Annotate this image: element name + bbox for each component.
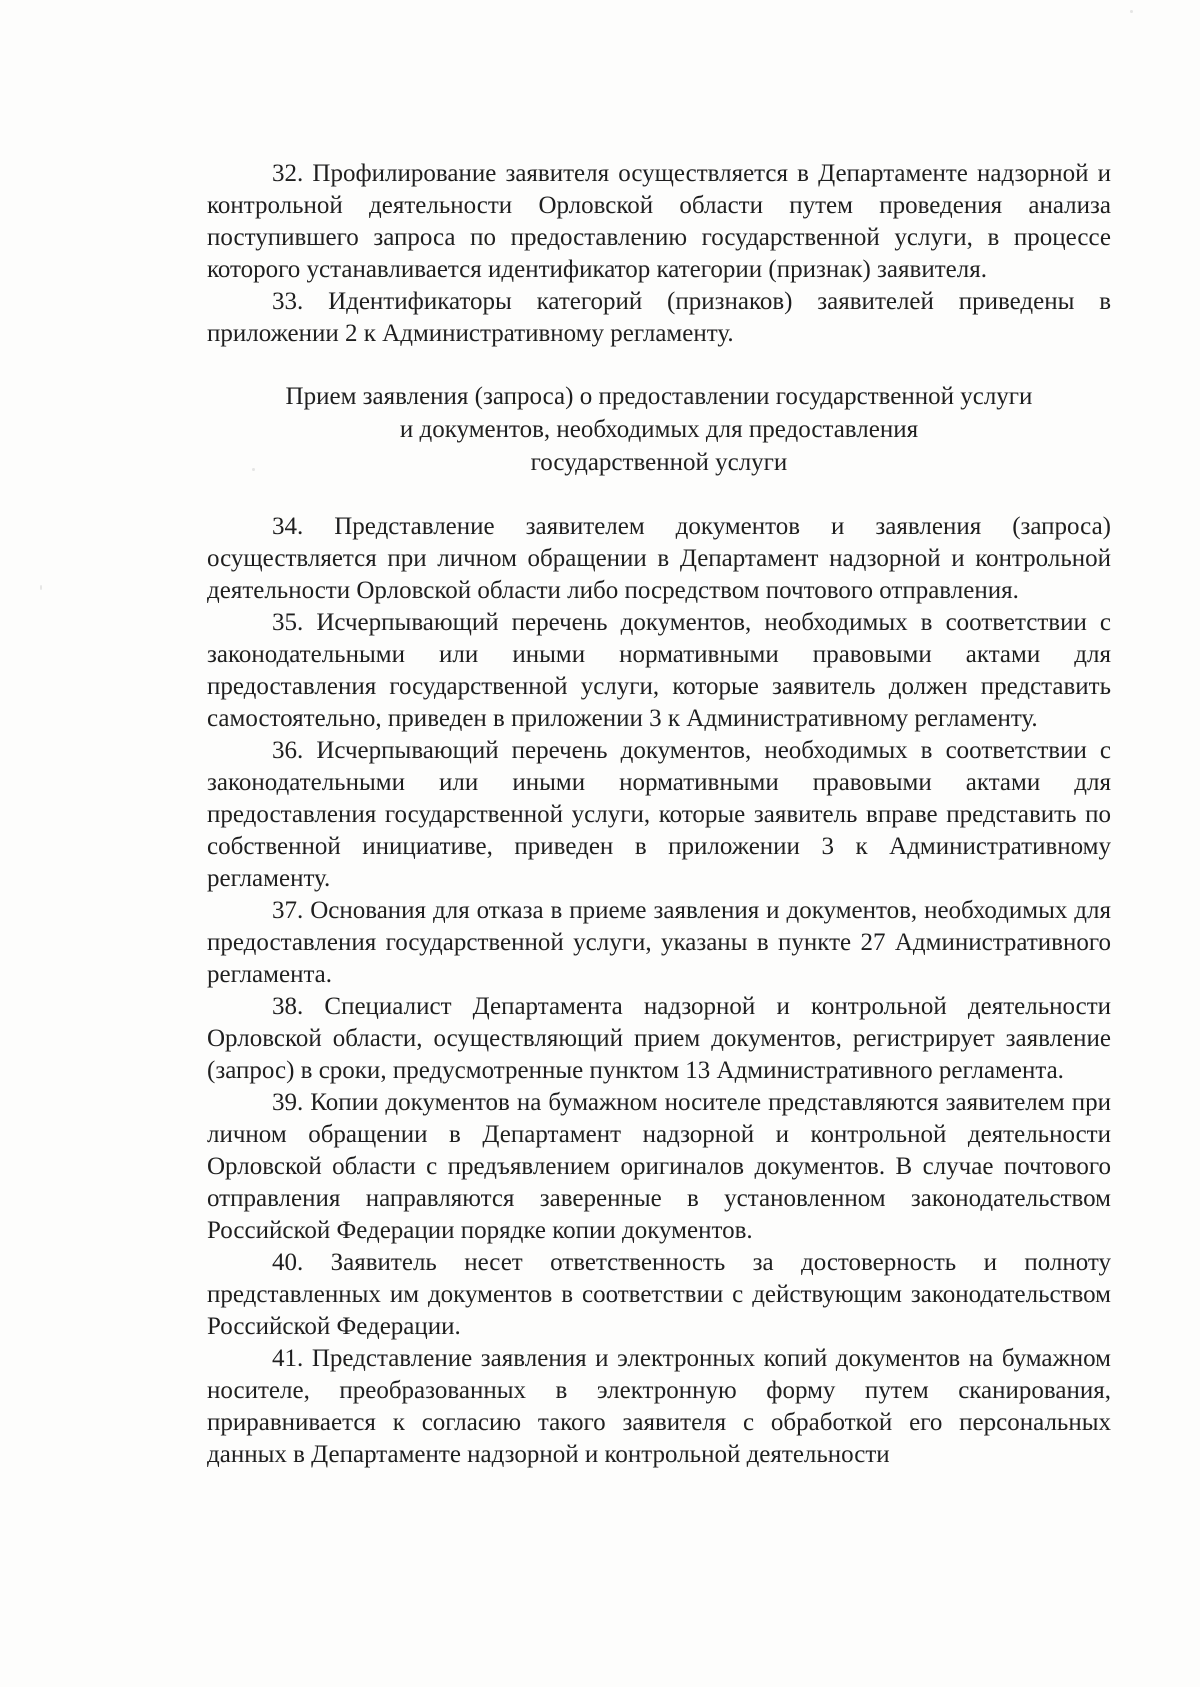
paragraph-number: 35. <box>272 609 304 636</box>
section-heading <box>207 380 1111 479</box>
section-heading-line: и документов, необходимых для предоставления <box>399 416 919 443</box>
paragraph-number: 32. <box>272 160 304 187</box>
paragraph-number: 39. <box>272 1089 304 1116</box>
paragraph-text: Копии документов на бумажном носителе представляются заявителем при личном обращении в Департамент надзорной и контрольной деятельности Орловской области с предъявлением оригиналов документов. В случае почтового отправления направляются заверенные в установленном законодательством Российской Федерации порядке копии документов. <box>207 1089 1112 1244</box>
paragraph-37 <box>207 895 1111 991</box>
section-heading-line: государственной услуги <box>530 449 788 476</box>
paragraph-text: Профилирование заявителя осуществляется в Департаменте надзорной и контрольной деятельности Орловской области путем проведения анализа поступившего запроса по предоставлению государственной услуги, в процессе которого устанавливается идентификатор категории (признак) заявителя. <box>207 160 1112 283</box>
paragraph-number: 34. <box>272 513 304 540</box>
paragraph-text: Исчерпывающий перечень документов, необходимых в соответствии с законодательными или иными нормативными правовыми актами для предоставления государственной услуги, которые заявитель должен представить самостоятельно, приведен в приложении 3 к Административному регламенту. <box>207 609 1111 732</box>
paragraph-33 <box>207 286 1111 350</box>
paragraph-35 <box>207 607 1111 735</box>
paragraph-text: Идентификаторы категорий (признаков) заявителей приведены в приложении 2 к Административному регламенту. <box>207 288 1111 347</box>
paragraph-36 <box>207 735 1111 895</box>
paragraph-text: Исчерпывающий перечень документов, необходимых в соответствии с законодательными или иными нормативными правовыми актами для предоставления государственной услуги, которые заявитель вправе представить по собственной инициативе, приведен в приложении 3 к Административному регламенту. <box>207 737 1111 892</box>
paragraph-number: 33. <box>272 288 304 315</box>
paragraph-40 <box>207 1247 1111 1343</box>
paragraph-number: 36. <box>272 737 304 764</box>
paragraph-text: Заявитель несет ответственность за достоверность и полноту представленных им документов в соответствии с действующим законодательством Российской Федерации. <box>207 1249 1111 1340</box>
paragraph-32 <box>207 158 1111 286</box>
paragraph-text: Представление заявителем документов и заявления (запроса) осуществляется при личном обращении в Департамент надзорной и контрольной деятельности Орловской области либо посредством почтового отправления. <box>207 513 1111 604</box>
paragraph-text: Специалист Департамента надзорной и контрольной деятельности Орловской области, осуществляющий прием документов, регистрирует заявление (запрос) в сроки, предусмотренные пунктом 13 Административного регламента. <box>207 993 1112 1084</box>
paragraph-number: 38. <box>272 993 304 1020</box>
document-body <box>207 158 1111 1471</box>
paragraph-41 <box>207 1343 1111 1471</box>
paragraph-number: 40. <box>272 1249 304 1276</box>
paragraph-38 <box>207 991 1111 1087</box>
section-heading-line: Прием заявления (запроса) о предоставлении государственной услуги <box>285 383 1033 410</box>
paragraph-text: Представление заявления и электронных копий документов на бумажном носителе, преобразованных в электронную форму путем сканирования, приравнивается к согласию такого заявителя с обработкой его персональных данных в Департаменте надзорной и контрольной деятельности <box>207 1345 1111 1468</box>
paragraph-text: Основания для отказа в приеме заявления и документов, необходимых для предоставления государственной услуги, указаны в пункте 27 Административного регламента. <box>207 897 1112 988</box>
scan-speck <box>40 585 42 590</box>
paragraph-number: 41. <box>272 1345 304 1372</box>
paragraph-34 <box>207 511 1111 607</box>
paragraph-39 <box>207 1087 1111 1247</box>
paragraph-number: 37. <box>272 897 304 924</box>
scan-speck <box>1130 10 1133 13</box>
